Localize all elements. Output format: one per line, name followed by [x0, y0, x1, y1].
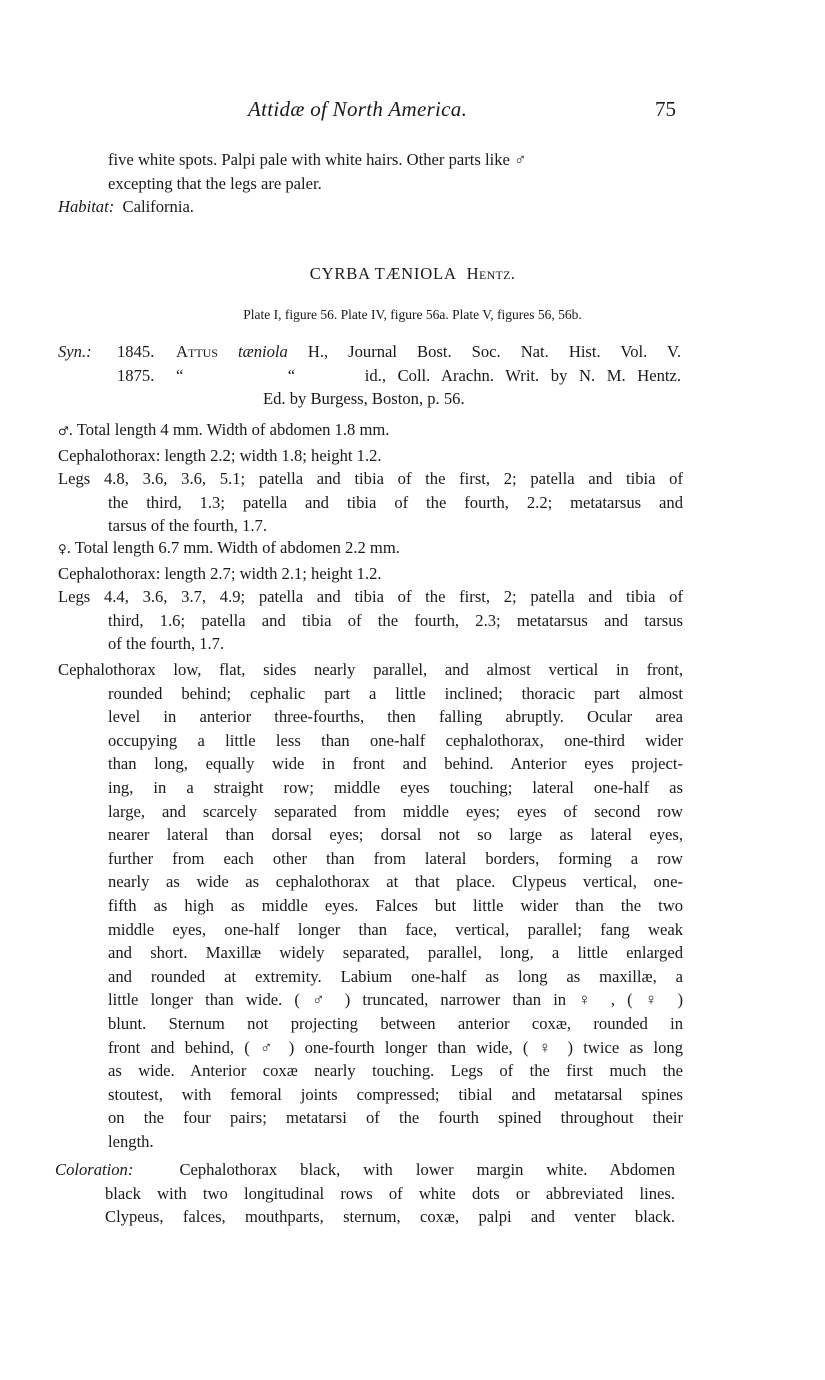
description-line: and short. Maxillæ widely separated, parallel, long, a little enlarged — [108, 943, 683, 963]
male-symbol: ♂ — [58, 424, 69, 438]
synonymy-text: id., Coll. Arachn. Writ. by N. M. Hentz. — [364, 365, 681, 385]
description-line: and rounded at extremity. Labium one-half as long as maxillæ, a — [108, 966, 683, 986]
description-line: nearly as wide as cephalothorax at that place. Clypeus vertical, one- — [108, 872, 683, 892]
description-line: blunt. Sternum not projecting between anterior coxæ, rounded in — [108, 1013, 683, 1033]
male-cephalothorax: Cephalothorax: length 2.2; width 1.8; height 1.2. — [58, 445, 382, 465]
synonymy-year: 1845. — [117, 342, 155, 361]
synonymy — [58, 340, 683, 411]
female-measurements — [58, 536, 683, 656]
female-legs-line: third, 1.6; patella and tibia of the fourth, 2.3; metatarsus and tarsus — [108, 610, 683, 630]
habitat-value: California. — [122, 197, 194, 217]
description-line: stoutest, with femoral joints compressed; tibial and metatarsal spines — [108, 1084, 683, 1104]
ditto-mark: “ — [176, 365, 184, 385]
male-legs-line: tarsus of the fourth, 1.7. — [108, 516, 267, 536]
description-line: middle eyes, one-half longer than face, vertical, parallel; fang weak — [108, 919, 683, 939]
description-paragraph — [58, 658, 683, 1153]
running-head — [0, 98, 825, 128]
description-line: on the four pairs; metatarsi of the fourth spined throughout their — [108, 1108, 683, 1128]
coloration-paragraph — [55, 1158, 680, 1229]
description-line: large, and scarcely separated from middle eyes; eyes of second row — [108, 801, 683, 821]
male-legs-line: the third, 1.3; patella and tibia of the fourth, 2.2; metatarsus and — [108, 492, 683, 512]
synonymy-label: Syn.: — [58, 342, 92, 361]
coloration-first-line — [55, 1158, 675, 1182]
description-line: little longer than wide. ( ♂ ) truncated, narrower than in ♀ , ( ♀ ) — [108, 990, 683, 1010]
coloration-line: Cephalothorax black, with lower margin white. Abdomen — [179, 1160, 675, 1179]
female-legs-line: of the fourth, 1.7. — [108, 634, 225, 654]
male-legs-line: Legs 4.8, 3.6, 3.6, 5.1; patella and tibia of the first, 2; patella and tibia of — [58, 469, 683, 489]
species-heading — [0, 262, 825, 286]
ditto-mark: “ — [287, 365, 296, 385]
synonymy-text: H., Journal Bost. Soc. Nat. Hist. Vol. V. — [307, 342, 681, 361]
synonymy-citation — [176, 364, 681, 388]
female-legs-line: Legs 4.4, 3.6, 3.7, 4.9; patella and tibia of the first, 2; patella and tibia of — [58, 587, 683, 607]
description-line: length. — [108, 1131, 154, 1151]
coloration-line: black with two longitudinal rows of white dots or abbreviated lines. — [105, 1183, 675, 1203]
male-total: . Total length 4 mm. Width of abdomen 1.8 mm. — [68, 420, 390, 439]
description-line: than long, equally wide in front and behind. Anterior eyes project- — [108, 754, 683, 774]
synonymy-continuation-row — [58, 387, 683, 411]
description-line: ing, in a straight row; middle eyes touching; lateral one-half as — [108, 777, 683, 797]
male-measurements — [58, 418, 683, 538]
species-author: Hentz. — [466, 264, 516, 283]
male-total-line — [58, 418, 683, 444]
coloration-label: Coloration: — [55, 1160, 134, 1179]
synonymy-continuation: Ed. by Burgess, Boston, p. 56. — [263, 389, 465, 409]
intro-line: five white spots. Palpi pale with white hairs. Other parts like ♂ — [108, 150, 527, 169]
description-line: Cephalothorax low, flat, sides nearly parallel, and almost vertical in front, — [58, 660, 683, 679]
coloration-line: Clypeus, falces, mouthparts, sternum, coxæ, palpi and venter black. — [105, 1207, 675, 1227]
habitat-line — [0, 195, 825, 219]
description-line: nearer lateral than dorsal eyes; dorsal not so large as lateral eyes, — [108, 825, 683, 845]
female-cephalothorax: Cephalothorax: length 2.7; width 2.1; height 1.2. — [58, 563, 382, 583]
synonymy-epithet: tæniola — [238, 342, 288, 361]
running-head-title: Attidæ of North America. — [248, 97, 468, 121]
description-line: fifth as high as middle eyes. Falces but little wider than the two — [108, 895, 683, 915]
synonymy-genus: Attus — [176, 342, 218, 361]
description-line: front and behind, ( ♂ ) one-fourth longer than wide, ( ♀ ) twice as long — [108, 1037, 683, 1057]
description-line: rounded behind; cephalic part a little inclined; thoracic part almost — [108, 683, 683, 703]
female-total: . Total length 6.7 mm. Width of abdomen 2.2 mm. — [66, 538, 400, 557]
description-line: occupying a little less than one-half cephalothorax, one-third wider — [108, 730, 683, 750]
synonymy-entry — [58, 364, 683, 388]
description-line: further from each other than from lateral borders, forming a row — [108, 848, 683, 868]
synonymy-year: 1875. — [117, 365, 155, 385]
page-number: 75 — [655, 97, 676, 121]
female-symbol: ♀ — [58, 542, 67, 556]
plate-references: Plate I, figure 56. Plate IV, figure 56a. Plate V, figures 56, 56b. — [243, 307, 582, 322]
intro-line: excepting that the legs are paler. — [108, 173, 322, 193]
synonymy-entry — [58, 340, 683, 364]
species-name: CYRBA TÆNIOLA — [309, 264, 457, 283]
synonymy-citation — [176, 340, 681, 364]
description-line: level in anterior three-fourths, then falling abruptly. Ocular area — [108, 707, 683, 727]
intro-continuation — [0, 148, 825, 219]
description-line: as wide. Anterior coxæ nearly touching. Legs of the first much the — [108, 1061, 683, 1081]
habitat-label: Habitat: — [58, 197, 115, 217]
female-total-line — [58, 536, 683, 562]
